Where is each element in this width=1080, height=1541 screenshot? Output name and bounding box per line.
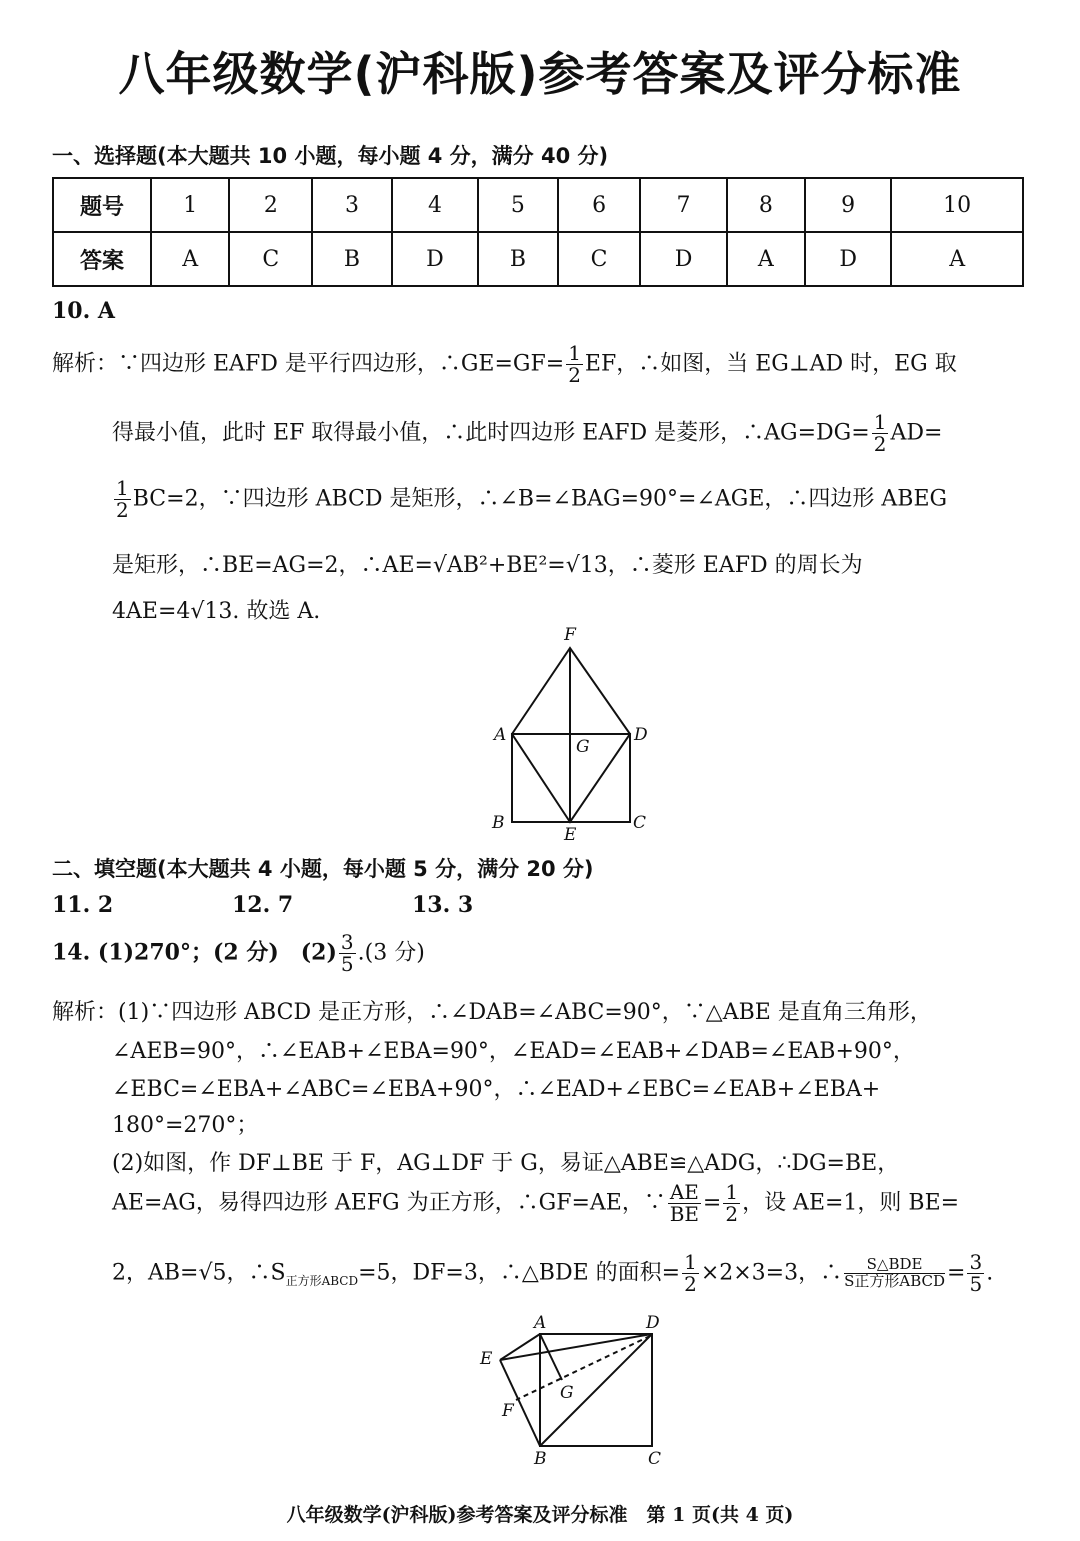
question-number-cell: 2 — [229, 178, 312, 232]
answer-11: 11. 2 — [52, 892, 114, 918]
answer-cell: A — [891, 232, 1023, 286]
question-number-cell: 3 — [312, 178, 392, 232]
q10-line3 — [112, 478, 947, 521]
figure-square-triangle — [470, 1312, 680, 1472]
q10-line3-text: BC=2，∵四边形 ABCD 是矩形，∴∠B=∠BAG=90°=∠AGE，∴四边形 ABEG — [132, 486, 948, 512]
answer-14-text: 14. (1)270°；(2 分) (2) — [52, 939, 337, 966]
answer-cell: D — [640, 232, 726, 286]
q10-line4: 是矩形，∴BE=AG=2，∴AE=√AB²+BE²=√13，∴菱形 EAFD 的周长为 — [112, 553, 863, 578]
question-number-cell: 5 — [478, 178, 558, 232]
q10-line2 — [112, 412, 942, 455]
subscript-square: 正方形ABCD — [285, 1273, 359, 1288]
section1-heading: 一、选择题(本大题共 10 小题，每小题 4 分，满分 40 分) — [52, 144, 609, 168]
frac-num: 3 — [340, 930, 354, 954]
fraction-3-5 — [967, 1252, 984, 1295]
fraction-half — [682, 1252, 699, 1295]
frac-num: 1 — [873, 410, 887, 434]
question-number-cell: 4 — [392, 178, 478, 232]
q14-line5: (2)如图，作 DF⊥BE 于 F，AG⊥DF 于 G，易证△ABE≌△ADG，∴DG=BE， — [112, 1151, 900, 1176]
frac-num: 1 — [725, 1180, 739, 1204]
point-label-C: C — [648, 1449, 662, 1469]
q14-line2: ∠AEB=90°，∴∠EAB+∠EBA=90°，∠EAD=∠EAB+∠DAB=∠EAB+90°， — [112, 1039, 915, 1064]
frac-den: S正方形ABCD — [844, 1272, 946, 1290]
frac-den: 2 — [873, 432, 887, 456]
q14-line4: 180°=270°； — [112, 1113, 259, 1138]
q10-line2-text: 得最小值，此时 EF 取得最小值，∴此时四边形 EAFD 是菱形，∴AG=DG= — [112, 420, 870, 446]
table-row-answers — [53, 232, 1023, 286]
answer-cell: B — [312, 232, 392, 286]
q14-line7-b: =5，DF=3，∴△BDE 的面积= — [358, 1260, 681, 1286]
point-label-G: G — [560, 1383, 574, 1403]
table-row-numbers — [53, 178, 1023, 232]
point-label-E: E — [564, 825, 577, 845]
frac-den: 2 — [568, 363, 581, 387]
page-title: 八年级数学(沪科版)参考答案及评分标准 — [118, 47, 962, 101]
answer-cell: C — [229, 232, 312, 286]
q14-line6-tail: ，设 AE=1，则 BE= — [742, 1190, 960, 1216]
q10-head: 10. A — [52, 298, 116, 324]
answer-table — [52, 177, 1024, 287]
question-number-cell: 10 — [891, 178, 1023, 232]
frac-den: 2 — [116, 498, 129, 522]
q14-line7-text: 2，AB=√5，∴S — [112, 1260, 286, 1286]
point-label-G: G — [576, 737, 590, 757]
frac-den: BE — [669, 1202, 700, 1226]
q10-line2b-text: AD= — [890, 420, 943, 446]
section2-heading: 二、填空题(本大题共 4 小题，每小题 5 分，满分 20 分) — [52, 857, 594, 881]
answer-14 — [52, 932, 425, 975]
answer-cell: D — [392, 232, 478, 286]
q14-line7 — [112, 1252, 993, 1295]
frac-den: 2 — [684, 1272, 697, 1296]
point-label-F: F — [502, 1401, 514, 1421]
answer-14-tail: .(3 分) — [357, 940, 425, 966]
row-label-number: 题号 — [53, 178, 151, 232]
answer-cell: C — [558, 232, 641, 286]
figure-rhombus-rectangle — [480, 620, 660, 845]
frac-num: 1 — [116, 476, 129, 500]
q14-line1: 解析：(1)∵四边形 ABCD 是正方形，∴∠DAB=∠ABC=90°，∵△ABE 是直角三角形， — [52, 1000, 932, 1025]
fraction-half — [723, 1182, 740, 1225]
q10-line1-text: 解析：∵四边形 EAFD 是平行四边形，∴GE=GF= — [52, 351, 565, 377]
point-label-D: D — [634, 725, 648, 745]
fraction-area-ratio — [844, 1257, 945, 1290]
frac-den: 2 — [725, 1202, 739, 1226]
question-number-cell: 8 — [727, 178, 805, 232]
point-label-D: D — [646, 1313, 660, 1333]
fraction-half — [566, 343, 583, 386]
q10-line5: 4AE=4√13. 故选 A. — [112, 599, 321, 624]
q14-line6-text: AE=AG，易得四边形 AEFG 为正方形，∴GF=AE，∵ — [112, 1190, 666, 1216]
point-label-B: B — [492, 813, 505, 833]
question-number-cell: 9 — [805, 178, 891, 232]
answer-cell: A — [151, 232, 229, 286]
point-label-B: B — [534, 1449, 547, 1469]
frac-den: 5 — [969, 1272, 983, 1296]
frac-num: AE — [669, 1180, 699, 1204]
point-label-A: A — [494, 725, 507, 745]
point-label-E: E — [480, 1349, 493, 1369]
row-label-answer: 答案 — [53, 232, 151, 286]
page-footer: 八年级数学(沪科版)参考答案及评分标准 第 1 页(共 4 页) — [286, 1504, 794, 1526]
question-number-cell: 6 — [558, 178, 641, 232]
fraction-3-5 — [339, 932, 356, 975]
answer-cell: A — [727, 232, 805, 286]
q14-line7-c: ×2×3=3，∴ — [700, 1260, 843, 1286]
frac-num: 1 — [684, 1250, 697, 1274]
question-number-cell: 1 — [151, 178, 229, 232]
q14-line7-e: . — [986, 1260, 994, 1286]
point-label-F: F — [564, 625, 576, 645]
fraction-half — [872, 412, 889, 455]
q14-line6-eq: = — [702, 1190, 722, 1216]
answer-13: 13. 3 — [412, 892, 474, 918]
frac-num: S△BDE — [844, 1257, 945, 1274]
answer-12: 12. 7 — [232, 892, 294, 918]
frac-num: 3 — [969, 1250, 983, 1274]
q14-line3: ∠EBC=∠EBA+∠ABC=∠EBA+90°，∴∠EAD+∠EBC=∠EAB+∠EBA+ — [112, 1077, 881, 1102]
fraction-half — [114, 478, 131, 521]
point-label-C: C — [633, 813, 647, 833]
point-label-A: A — [534, 1313, 547, 1333]
q10-line1b-text: EF，∴如图，当 EG⊥AD 时，EG 取 — [584, 351, 957, 377]
answer-cell: D — [805, 232, 891, 286]
q14-line6 — [112, 1182, 959, 1225]
answer-cell: B — [478, 232, 558, 286]
question-number-cell: 7 — [640, 178, 726, 232]
fraction-ae-be — [668, 1182, 701, 1225]
frac-num: 1 — [568, 341, 581, 365]
q10-line1 — [52, 343, 957, 386]
q14-line7-d: = — [947, 1260, 966, 1286]
frac-den: 5 — [340, 952, 354, 976]
